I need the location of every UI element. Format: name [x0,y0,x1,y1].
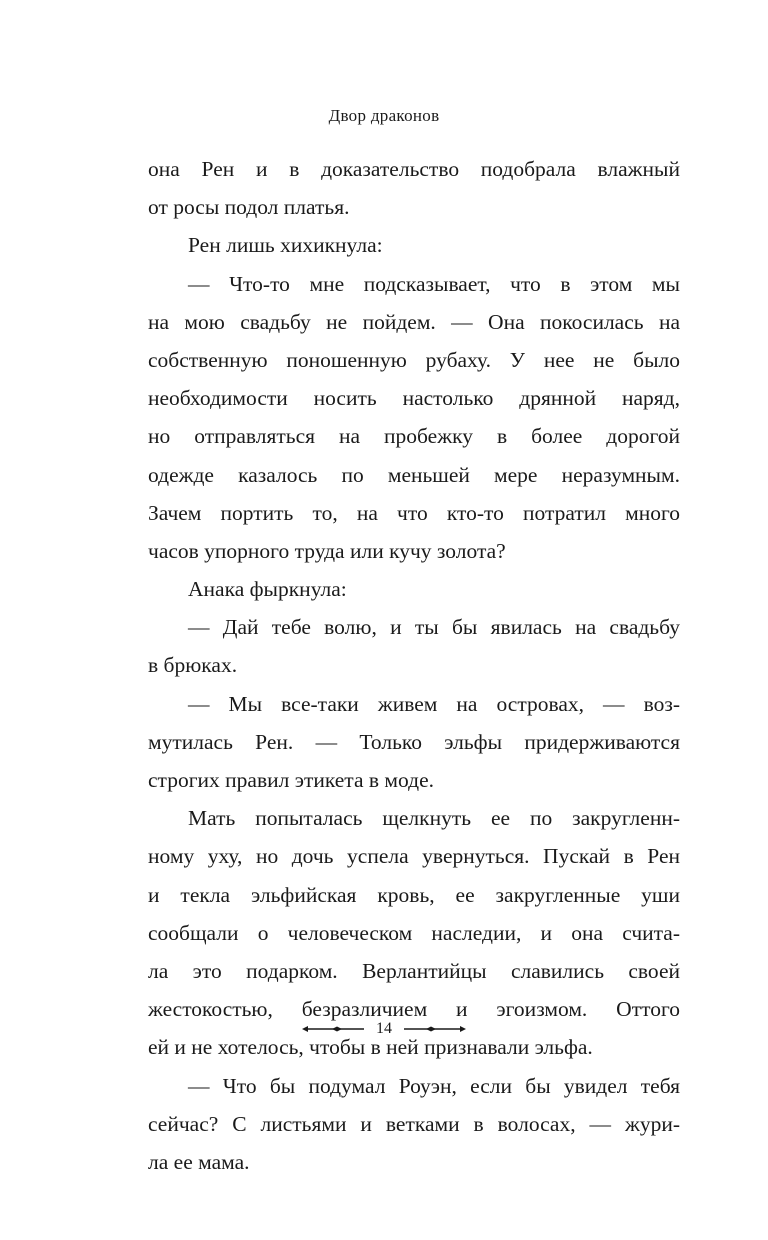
text-line: сообщали о человеческом наследии, и она счита- [148,920,680,945]
text-line: ла это подарком. Верлантийцы славились своей [148,958,680,983]
text-line: сейчас? С листьями и ветками в волосах, — жури- [148,1111,680,1136]
text-line: жестокостью, безразличием и эгоизмом. Оттого [148,997,680,1022]
text-line: ла ее мама. [148,1149,250,1174]
left-ornament-icon [302,1024,364,1034]
text-line: Анака фыркнула: [188,577,347,602]
text-line: на мою свадьбу не пойдем. — Она покосилась на [148,309,680,334]
text-line: мутилась Рен. — Только эльфы придерживаются [148,729,680,754]
text-line: ному уху, но дочь успела увернуться. Пускай в Рен [148,844,680,869]
text-line: необходимости носить настолько дрянной наряд, [148,386,680,411]
text-line: Мать попыталась щелкнуть ее по закругленн- [188,806,680,831]
text-line: Рен лишь хихикнула: [188,233,383,258]
text-line: в брюках. [148,653,238,678]
text-line: — Что бы подумал Роуэн, если бы увидел тебя [188,1073,680,1098]
text-line: она Рен и в доказательство подобрала влажный [148,157,680,181]
text-line: — Мы все-таки живем на островах, — воз- [188,691,680,716]
text-line: строгих правил этикета в моде. [148,768,434,792]
right-ornament-icon [404,1024,466,1034]
folio [0,1020,768,1038]
text-line: собственную поношенную рубаху. У нее не было [148,347,680,372]
text-line: — Что-то мне подсказывает, что в этом мы [188,271,680,296]
text-line: — Дай тебе волю, и ты бы явилась на свадьбу [188,615,680,640]
text-line: но отправляться на пробежку в более дорогой [148,424,680,449]
text-line: Зачем портить то, на что кто-то потратил много [148,500,680,525]
text-line: часов упорного труда или кучу золота? [148,538,506,563]
text-line: ей и не хотелось, чтобы в ней признавали эльфа. [148,1035,593,1060]
text-line: и текла эльфийская кровь, ее закругленные уши [148,882,680,907]
page-number: 14 [376,1020,392,1037]
running-head: Двор драконов [328,106,440,125]
text-line: от росы подол платья. [148,195,350,220]
text-line: одежде казалось по меньшей мере неразумным. [148,462,680,487]
